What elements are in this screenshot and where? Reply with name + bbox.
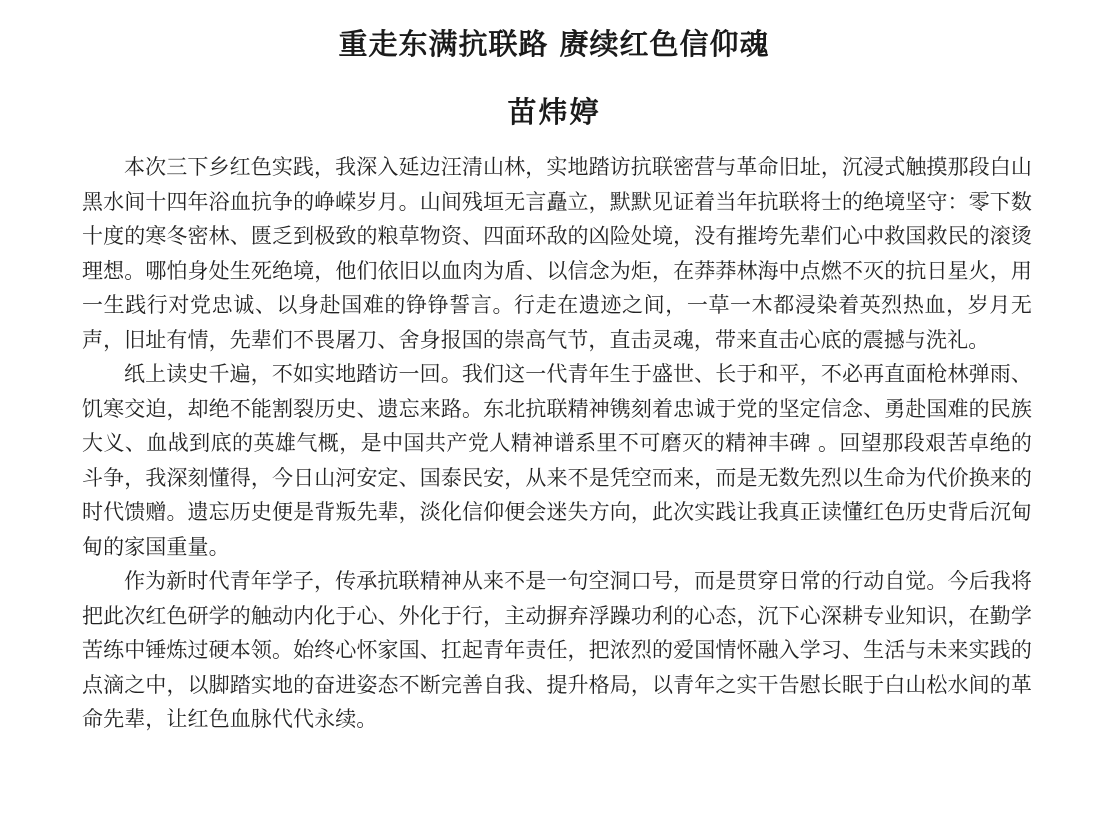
document-body bbox=[82, 150, 1032, 737]
document-title: 重走东满抗联路 赓续红色信仰魂 bbox=[338, 27, 770, 61]
paragraph-3: 作为新时代青年学子，传承抗联精神从来不是一句空洞口号，而是贯穿日常的行动自觉。今后我将把此次红色研学的触动内化于心、外化于行，主动摒弃浮躁功利的心态，沉下心深耕专业知识，在勤学苦练中锤炼过硬本领。始终心怀家国、扛起青年责任，把浓烈的爱国情怀融入学习、生活与未来实践的点滴之中，以脚踏实地的奋进姿态不断完善自我、提升格局，以青年之实干告慰长眠于白山松水间的革命先辈，让红色血脉代代永续。 bbox=[82, 569, 1032, 731]
paragraph-1: 本次三下乡红色实践，我深入延边汪清山林，实地踏访抗联密营与革命旧址，沉浸式触摸那段白山黑水间十四年浴血抗争的峥嵘岁月。山间残垣无言矗立，默默见证着当年抗联将士的绝境坚守：零下数十度的寒冬密林、匮乏到极致的粮草物资、四面环敌的凶险处境，没有摧垮先辈们心中救国救民的滚烫理想。哪怕身处生死绝境，他们依旧以血肉为盾、以信念为炬，在莽莽林海中点燃不灭的抗日星火，用一生践行对党忠诚、以身赴国难的铮铮誓言。行走在遗迹之间，一草一木都浸染着英烈热血，岁月无声，旧址有情，先辈们不畏屠刀、舍身报国的崇高气节，直击灵魂，带来直击心底的震撼与洗礼。 bbox=[82, 155, 1032, 352]
paragraph-2: 纸上读史千遍，不如实地踏访一回。我们这一代青年生于盛世、长于和平，不必再直面枪林弹雨、饥寒交迫，却绝不能割裂历史、遗忘来路。东北抗联精神镌刻着忠诚于党的坚定信念、勇赴国难的民族大义、血战到底的英雄气概，是中国共产党人精神谱系里不可磨灭的精神丰碑 。回望那段艰苦卓绝的斗争，我深刻懂得，今日山河安定、国泰民安，从来不是凭空而来，而是无数先烈以生命为代价换来的时代馈赠。遗忘历史便是背叛先辈，淡化信仰便会迷失方向，此次实践让我真正读懂红色历史背后沉甸甸的家国重量。 bbox=[82, 362, 1032, 559]
author-name: 苗炜婷 bbox=[507, 95, 601, 129]
